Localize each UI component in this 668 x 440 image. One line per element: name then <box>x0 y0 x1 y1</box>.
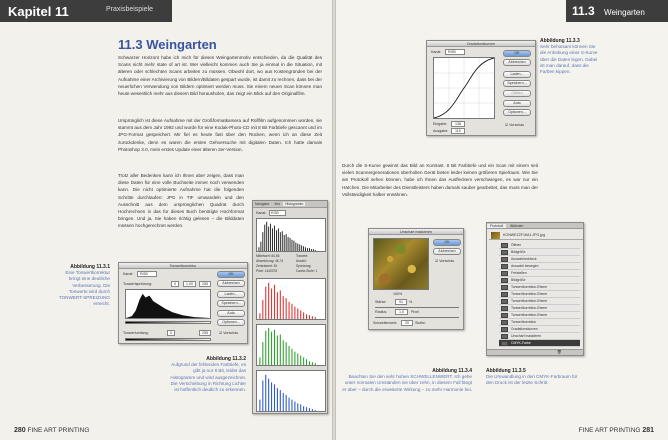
figure-caption-4 <box>342 368 472 393</box>
panel-footer <box>487 349 584 355</box>
channel-label: Kanal: <box>123 272 134 276</box>
hist-channel-select[interactable]: RGB <box>269 210 286 216</box>
history-item-label: Tonwertkorrektur-Ebene <box>511 299 548 303</box>
history-state-icon <box>501 264 508 269</box>
threshold-input[interactable]: 20 <box>401 320 413 326</box>
history-state-icon <box>501 250 508 255</box>
output-levels-label: Tonwertumfang: <box>123 331 149 335</box>
ok-button[interactable]: OK <box>217 271 245 278</box>
caption-label: Abbildung 11.3.1 <box>70 264 110 270</box>
threshold-unit: Stufen <box>415 321 426 325</box>
stat-pixels: Pixel: 1440378 <box>256 269 278 273</box>
amount-input[interactable]: 91 <box>395 299 407 305</box>
history-item[interactable] <box>499 298 580 305</box>
load-button[interactable]: Laden... <box>503 71 531 78</box>
history-item-label: Tonwertkorrektur-Ebene <box>511 306 548 310</box>
history-item-label: Gradationskurven <box>511 327 538 331</box>
input-value[interactable]: 138 <box>451 121 465 127</box>
input-white[interactable]: 255 <box>199 281 211 287</box>
preview-checkbox[interactable]: ☑ Vorschau <box>435 259 455 263</box>
tab-navigator[interactable]: Navigator <box>255 202 270 206</box>
dialog-title: Tonwertkorrektur <box>119 263 247 269</box>
page-number-left: 280 <box>14 427 26 434</box>
history-state-icon <box>501 313 508 318</box>
history-item-label: Tonwertkorrektur <box>511 320 537 324</box>
histogram-blue <box>256 370 326 412</box>
caption-label: Abbildung 11.3.3 <box>540 38 580 44</box>
history-item-label: Tonwertkorrektur-Ebene <box>511 313 548 317</box>
snapshot-thumbnail <box>491 232 500 239</box>
history-item-label: Auswahl bewegen <box>511 264 539 268</box>
history-state-icon <box>501 320 508 325</box>
history-item-label: Freistellen <box>511 271 527 275</box>
auto-button[interactable]: Auto <box>503 100 531 107</box>
history-item[interactable] <box>499 319 580 326</box>
channel-select[interactable]: RGB <box>445 49 465 55</box>
curves-dialog <box>426 40 536 136</box>
tab-history[interactable]: Protokoll <box>487 224 506 228</box>
paragraph-3: Trotz aller Bedenken kann ich Ihnen aber zeigen, dass man diese Daten für eine volle Buchseite immer noch verwenden kann. Die nicht optimierte Aufnahme hat die folgenden Schritte durchlaufen: JPG in TIF umwandeln und den Ausschnitt aus dem ursprünglichen Quadrat durch Hochrechnen in das für dieses Buch benötigte Hochformat bringen. Und ja, Sie haben richtig gelesen – die Bilddaten müssen hochgerechnet werden. <box>118 173 244 229</box>
radius-input[interactable]: 1,0 <box>395 309 408 315</box>
options-button[interactable]: Optionen... <box>217 319 245 326</box>
stat-deviation: Abweichung: 46,74 <box>256 259 284 263</box>
history-item[interactable] <box>499 249 580 256</box>
output-label: Ausgabe: <box>433 129 449 133</box>
levels-dialog <box>118 262 248 344</box>
caption-text: Die Umwandlung in den CMYK-Farbraum für den Druck ist der letzte Schritt. <box>486 374 578 386</box>
left-page <box>0 0 332 440</box>
levels-histogram <box>125 289 211 319</box>
history-state-icon <box>501 271 508 276</box>
section-heading: 11.3 Weingarten <box>118 37 217 52</box>
snapshot-filename: KONWEZ2F16A1.JPG.jpg <box>503 233 546 237</box>
save-button[interactable]: Speichern... <box>217 300 245 307</box>
chapter-header-right <box>566 0 668 22</box>
history-item[interactable] <box>499 326 580 333</box>
history-item[interactable] <box>499 305 580 312</box>
stat-cache: Cache-Stufe: 1 <box>296 269 318 273</box>
history-state-icon <box>501 292 508 297</box>
amount-unit: % <box>409 300 413 304</box>
caption-text: Beachten Sie den sehr hohen SCHWELLENWERT. Ich gehe unter normalen Umständen nie über zehn, in diesem Fall fängt er aber – durch die erweiterte Wirkung – zu mehr Harmonie bei. <box>342 374 472 392</box>
trash-icon[interactable]: 🗑 <box>557 350 562 354</box>
cancel-button[interactable]: Abbrechen <box>433 248 461 255</box>
history-state-icon <box>501 341 508 346</box>
save-button[interactable]: Speichern... <box>503 80 531 87</box>
footer-title-left: FINE ART PRINTING <box>27 427 90 434</box>
input-levels-label: Tonwertspreizung: <box>123 282 153 286</box>
history-item-label: Tonwertkorrektur-Ebene <box>511 292 548 296</box>
stat-median: Zentralwert: 81 <box>256 264 278 268</box>
cancel-button[interactable]: Abbrechen <box>217 280 245 287</box>
auto-button[interactable]: Auto <box>217 310 245 317</box>
input-gradient-bar <box>125 321 211 324</box>
zoom-level[interactable]: 100% <box>393 292 403 296</box>
curve-graph[interactable] <box>433 57 495 119</box>
tab-histogram[interactable]: Histogramm <box>285 202 304 206</box>
stat-percentile: Spreizung: <box>296 264 312 268</box>
preview-label: Vorschau <box>223 331 239 335</box>
panel-tabs <box>253 201 327 208</box>
caption-label: Abbildung 11.3.5 <box>486 368 526 374</box>
chapter-label: Kapitel 11 <box>8 4 69 19</box>
history-item-label: CMYK-Farbe <box>511 341 531 345</box>
history-item[interactable] <box>499 312 580 319</box>
dialog-title: Unscharf maskieren <box>369 229 463 235</box>
history-snapshot[interactable] <box>489 231 583 240</box>
history-item[interactable] <box>499 242 580 249</box>
history-state-icon <box>501 278 508 283</box>
history-item-label: Unscharf maskieren <box>511 334 542 338</box>
tab-info[interactable]: Info <box>274 202 281 206</box>
histogram-red <box>256 278 326 320</box>
figure-caption-3 <box>540 38 600 75</box>
caption-label: Abbildung 11.3.4 <box>432 368 472 374</box>
chapter-subtitle: Praxisbeispiele <box>106 6 154 13</box>
paragraph-2: Ursprünglich ist diese Aufnahme mit der Großformatkamera auf Rollfilm aufgenommen worden, sie stammt aus dem Jahr 1992 und wurde für eine Kodak-Photo-CD mit 8 Bit Farbtiefe gescannt und im JPG-Format gespeichert. Mir fiel es heute fast über den Rücken, wenn ich an diese Zeit zurückdenke, denn es waren die ersten Gehversuche mit digitalen Daten. Ich hatte damals Photoshop 3.0, mein erstes Update einer älteren 2er-Version. <box>118 118 322 152</box>
panel-tabs <box>487 223 583 229</box>
history-item-label: Bildgröße <box>511 278 526 282</box>
preview-checkbox[interactable]: ☑ Vorschau <box>505 123 525 127</box>
input-black[interactable]: 0 <box>171 281 179 287</box>
history-item-label: Auswahlrechteck <box>511 257 537 261</box>
radius-label: Radius: <box>375 310 388 314</box>
radius-unit: Pixel <box>411 310 419 314</box>
preview-checkbox[interactable]: ☑ Vorschau <box>219 331 239 335</box>
threshold-label: Schwellenwert: <box>373 321 398 325</box>
history-item[interactable] <box>499 333 580 340</box>
caption-text: Eine Tonwertkorrektur bringt eine deutliche Verbesserung. Die Tonwerte wird durch TONWERT-SPREIZUNG erreicht. <box>58 270 110 307</box>
caption-text: Aufgrund der fehlenden Farbtiefe, es gibt ja nur 8 Bit, leidet das Histogramm und wird ausgezeichnet. Die Verschiebung in Richtung Lichter ist hoffentlich deutlich zu erkennen. <box>170 362 246 393</box>
page-footer-left <box>14 427 89 434</box>
history-state-icon <box>501 257 508 262</box>
histogram-green <box>256 324 326 366</box>
ok-button[interactable]: OK <box>433 239 461 246</box>
history-item-label: Bildgröße <box>511 250 526 254</box>
history-state-icon <box>501 285 508 290</box>
smooth-button[interactable]: Glätten <box>503 90 531 97</box>
history-item[interactable] <box>499 256 580 263</box>
history-item[interactable] <box>499 277 580 284</box>
right-paragraph: Durch die S-Kurve gewinnt das Bild an Kontrast. 8 Bit Farbtiefe und ein Scan mit einem seit vielen Scannergenerationen überholten Gerät bieten leider keinen größeren Spielraum. Wie Sie am Protokoll sehen können, habe ich Ihnen das Ausfleckem verschwiegen, es war nur ein Härchen. Die Mitarbeiter des Dienstleisters haben damals sauber gearbeitet, das muss man der Vollständigkeit halber erwähnen. <box>342 163 538 197</box>
history-item-label: Öffnen <box>511 243 522 247</box>
channel-label: Kanal: <box>431 50 442 54</box>
history-item[interactable] <box>499 340 580 347</box>
radius-slider[interactable] <box>375 317 459 318</box>
stat-count: Anzahl: <box>296 259 307 263</box>
input-label: Eingabe: <box>433 122 448 126</box>
history-item[interactable] <box>499 284 580 291</box>
figure-caption-5 <box>486 368 586 387</box>
right-page <box>336 0 668 440</box>
amount-slider[interactable] <box>375 307 459 308</box>
amount-label: Stärke: <box>375 300 387 304</box>
cancel-button[interactable]: Abbrechen <box>503 59 531 66</box>
preview-label: Vorschau <box>509 123 525 127</box>
figure-caption-2 <box>170 356 246 393</box>
unsharp-mask-dialog <box>368 228 464 330</box>
chapter-header-left <box>0 0 172 22</box>
history-state-icon <box>501 299 508 304</box>
history-state-icon <box>501 306 508 311</box>
histogram-rgb <box>256 218 326 252</box>
input-gamma[interactable]: 1,00 <box>183 281 196 287</box>
page-number-right: 281 <box>642 427 654 434</box>
tab-actions[interactable]: Aktionen <box>510 224 524 228</box>
history-panel <box>486 222 584 356</box>
dialog-title: Gradationskurven <box>427 41 535 47</box>
caption-label: Abbildung 11.3.2 <box>206 356 246 362</box>
output-gradient-bar <box>125 338 211 341</box>
history-item[interactable] <box>499 291 580 298</box>
channel-select[interactable]: RGB <box>137 271 157 277</box>
paragraph-1: Schwarzer Horizont habe ich mich für dieses Weingartenmotiv entschieden, da die Qualität des Scans nicht mehr state of art ist. Wer vielleicht kommen auch Sie ja einmal in die Situation, mit älteren oder schlechten Scans arbeiten zu müssen. Obwohl dort, wo aus Kostengründen bei der Aufnahme einer Archivierung von Bildern/Bildaten gespart wurde, ist damit zu rechnen, dass bei der neuerlichen Verwendung von Bildern optimiert werden muss. Sie einem neuen Scan können man heute wesentlich mehr aus diesem Bild herausholen, das zeigt ein Blick auf den Originalfilm. <box>118 55 322 97</box>
preview-label: Vorschau <box>439 259 455 263</box>
histogram-rgb-graph <box>257 219 325 251</box>
caption-text: Sehr behutsam können Sie die Anhebung einer S-Kurve über die Daten legen. Dabei ist man darauf, dass die Farben kippen. <box>540 44 598 75</box>
history-state-icon <box>501 334 508 339</box>
history-item-label: Tonwertkorrektur-Ebene <box>511 285 548 289</box>
stat-mean: Mittelwert: 84,56 <box>256 254 280 258</box>
options-button[interactable]: Optionen... <box>503 109 531 116</box>
hist-channel-label: Kanal: <box>256 211 267 215</box>
histogram-panel <box>252 200 328 414</box>
footer-title-right: FINE ART PRINTING <box>578 427 641 434</box>
history-item[interactable] <box>499 270 580 277</box>
section-title: Weingarten <box>604 8 645 17</box>
output-black[interactable]: 0 <box>167 330 175 336</box>
stat-level: Tonwert: <box>296 254 309 258</box>
preview-image <box>373 238 429 290</box>
page-footer-right <box>579 427 654 434</box>
history-state-icon <box>501 327 508 332</box>
history-state-icon <box>501 243 508 248</box>
history-item[interactable] <box>499 263 580 270</box>
figure-caption-1 <box>56 264 110 307</box>
output-value[interactable]: 119 <box>451 128 465 134</box>
section-number: 11.3 <box>572 4 595 18</box>
load-button[interactable]: Laden... <box>217 291 245 298</box>
output-white[interactable]: 255 <box>199 330 211 336</box>
ok-button[interactable]: OK <box>503 50 531 57</box>
